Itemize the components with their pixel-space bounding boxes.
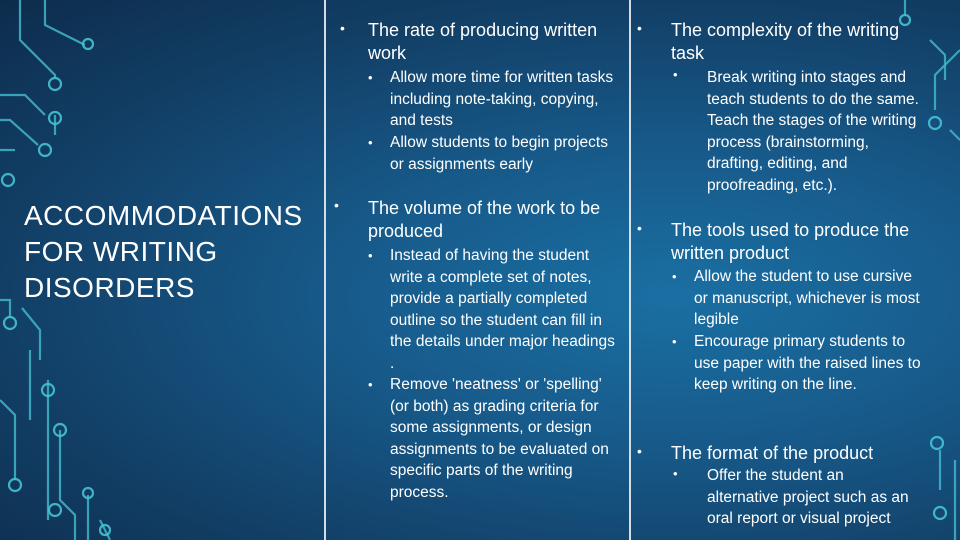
slide-title: ACCOMMODATIONS FOR WRITING DISORDERS	[24, 200, 303, 303]
list-item: • Remove 'neatness' or 'spelling' (or both) as grading criteria for some assignments, or design assignments to be evaluated on specific parts of the writing process.	[368, 376, 609, 501]
column-divider-right	[629, 0, 631, 540]
list-item: • Allow the student to use cursive or manuscript, whichever is most legible	[672, 268, 920, 329]
section-heading: The complexity of the writing task	[671, 20, 900, 63]
section-heading: The format of the product	[671, 443, 874, 463]
list-item: Break writing into stages and teach students to do the same. Teach the stages of the writing process (brainstorming, drafting, editing, and proofreading, etc.).	[707, 69, 919, 194]
section-heading: The tools used to produce the written product	[671, 220, 910, 263]
section-heading: The rate of producing written work	[368, 20, 598, 63]
list-item: • Allow more time for written tasks including note-taking, copying, and tests	[368, 69, 614, 130]
column-divider-left	[324, 0, 326, 540]
list-item: • Encourage primary students to use paper with the raised lines to keep writing on the line.	[672, 333, 921, 394]
list-item: Offer the student an alternative project such as an oral report or visual project	[707, 467, 909, 528]
list-item: • Allow students to begin projects or assignments early	[368, 134, 608, 173]
section-heading: The volume of the work to be produced	[368, 198, 601, 241]
list-item: • Instead of having the student write a complete set of notes, provide a partially completed outline so the student can fill in the details under major headings .	[368, 247, 615, 372]
